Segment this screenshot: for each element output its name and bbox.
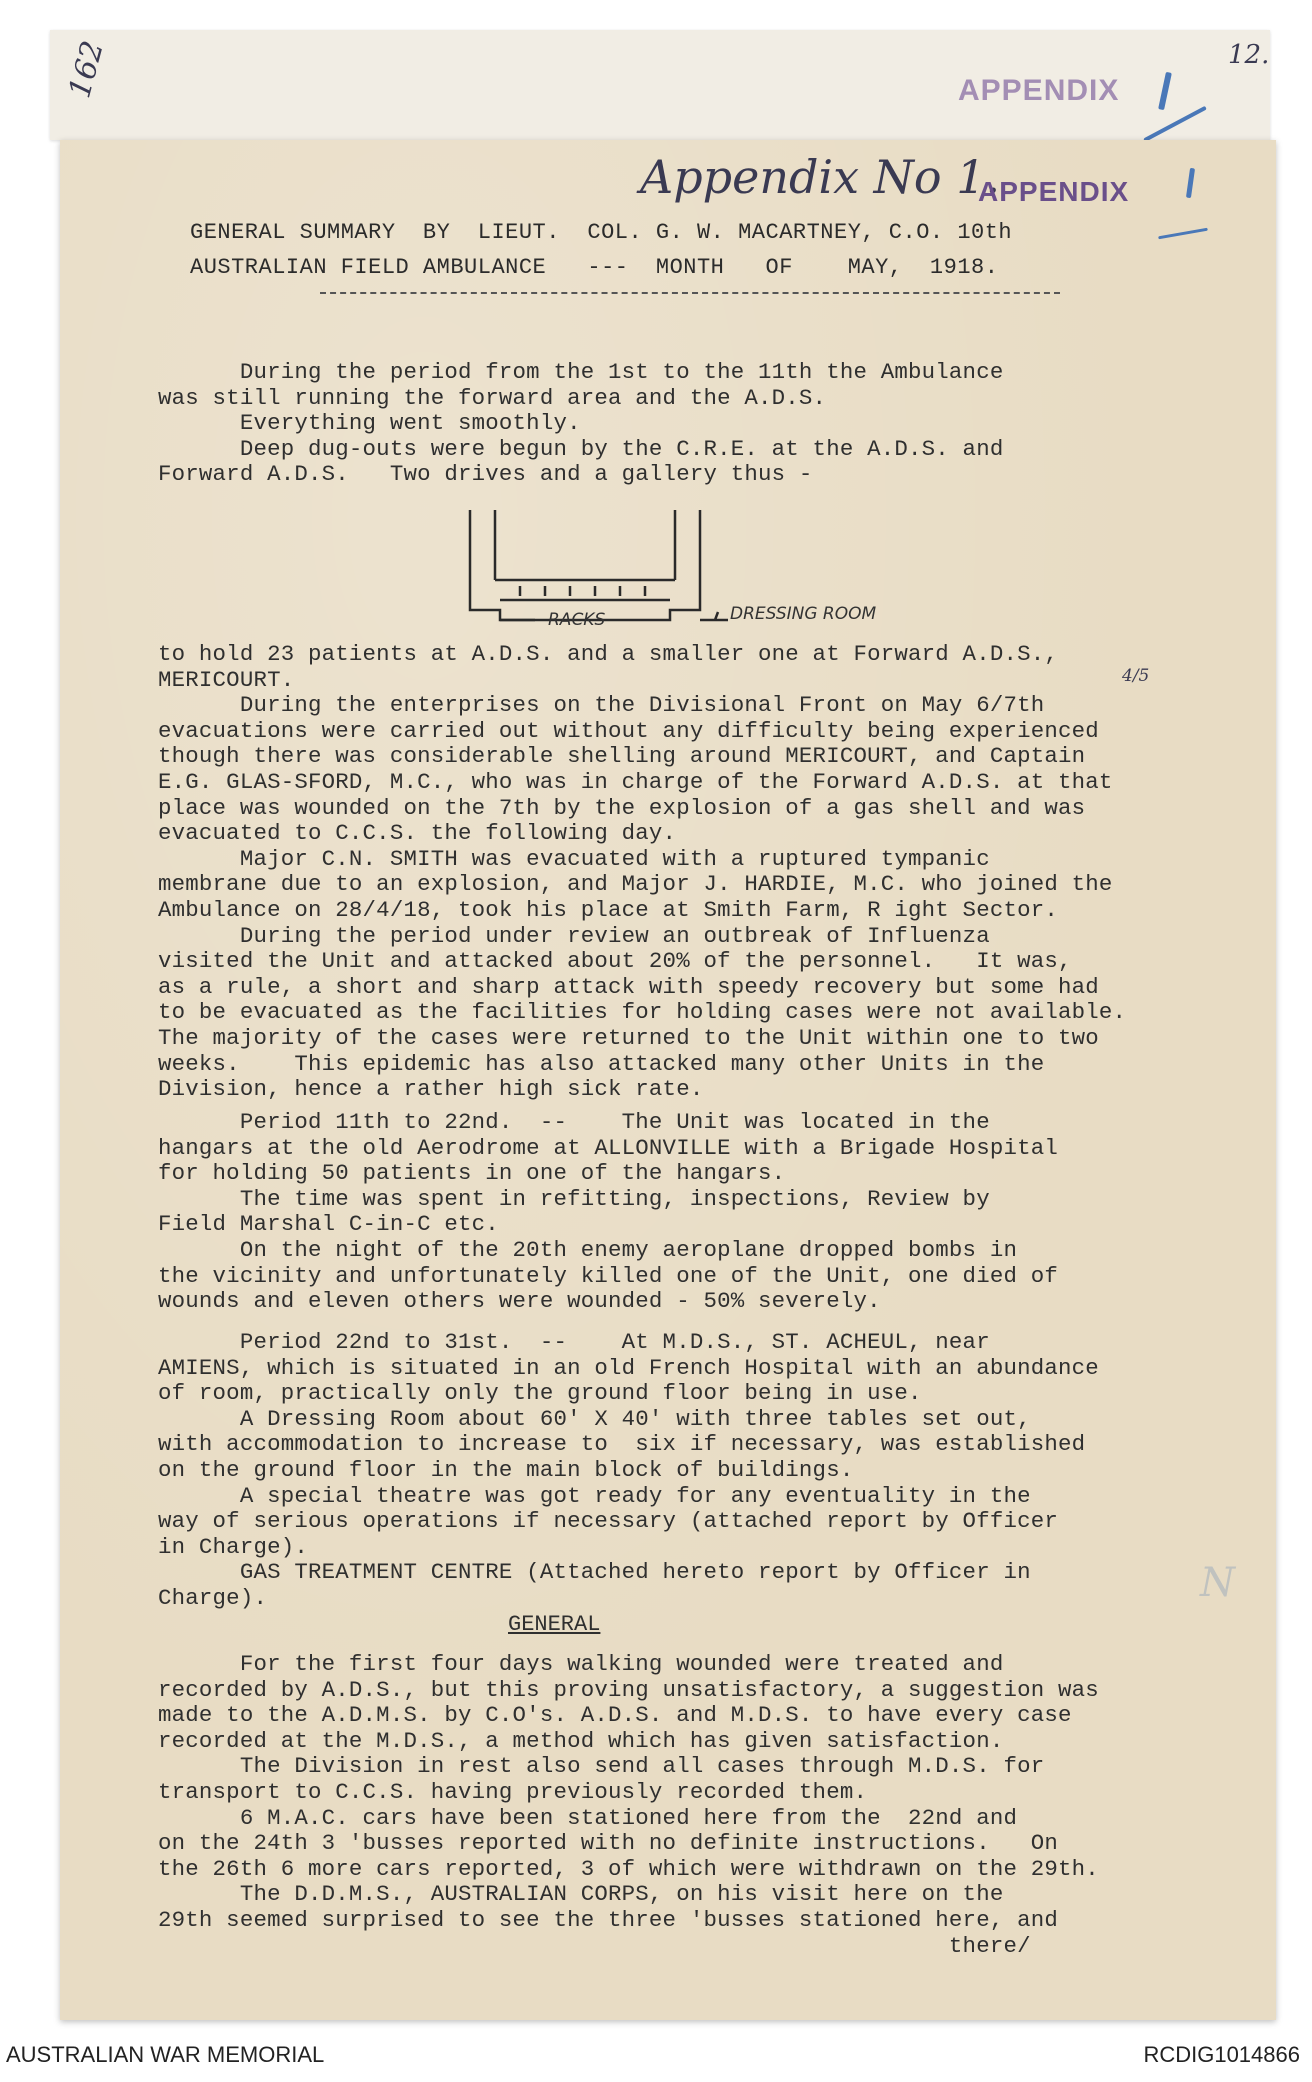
section-heading-general: GENERAL xyxy=(508,1612,601,1637)
header-line-1: GENERAL SUMMARY BY LIEUT. COL. G. W. MACARTNEY, C.O. 10th xyxy=(190,220,1013,245)
page-number: 12. xyxy=(1228,40,1270,70)
header-divider xyxy=(320,292,1060,294)
paragraph-opening: During the period from the 1st to the 11th the Ambulance was still running the forward area and the A.D.S. Everything went smoothly. Deep dug-outs were begun by the C.R.E. at the A.D.S. and Forward A.D.S. Two drives and a gallery thus - xyxy=(158,359,1004,488)
paragraph-st-acheul: Period 22nd to 31st. -- At M.D.S., ST. ACHEUL, near AMIENS, which is situated in an old French Hospital with an abundance of room, practically only the ground floor being in use. A Dressing Room about 60' X 40' with three tables set out, with accommodation to increase to six if necessary, was established on the ground floor in the main block of buildings. A special theatre was got ready for any eventuality in the way of serious operations if necessary (attached report by Officer in Charge). GAS TREATMENT CENTRE (Attached hereto report by Officer in Charge). xyxy=(158,1329,1099,1611)
sketch-label-dressing-room: DRESSING ROOM xyxy=(730,604,877,624)
header-line-2: AUSTRALIAN FIELD AMBULANCE --- MONTH OF MAY, 1918. xyxy=(190,255,999,280)
paragraph-allonville: Period 11th to 22nd. -- The Unit was located in the hangars at the old Aerodrome at ALLONVILLE with a Brigade Hospital for holding 50 patients in one of the hangars. The time was spent in refitting, inspections, Review by Field Marshal C-in-C etc. On the night of the 20th enemy aeroplane dropped bombs in the vicinity and unfortunately killed one of the Unit, one died of wounds and eleven others were wounded - 50% severely. xyxy=(158,1109,1059,1315)
faint-pencil-mark: N xyxy=(1200,1560,1235,1606)
footer-source: AUSTRALIAN WAR MEMORIAL xyxy=(6,2042,325,2067)
paragraph-forward-area: to hold 23 patients at A.D.S. and a smaller one at Forward A.D.S., MERICOURT. During the enterprises on the Divisional Front on May 6/7th evacuations were carried out without any difficulty being experienced though there was considerable shelling around MERICOURT, and Captain E.G. GLAS-SFORD, M.C., who was in charge of the Forward A.D.S. at that place was wounded on the 7th by the explosion of a gas shell and was evacuated to C.C.S. the following day. Major C.N. SMITH was evacuated with a ruptured tympanic membrane due to an explosion, and Major J. HARDIE, M.C. who joined the Ambulance on 28/4/18, took his place at Smith Farm, R ight Sector. During the period under review an outbreak of Influenza visited the Unit and attacked about 20% of the personnel. It was, as a rule, a short and sharp attack with speedy recovery but some had to be evacuated as the facilities for holding cases were not available. The majority of the cases were returned to the Unit within one to two weeks. This epidemic has also attacked many other Units in the Division, hence a rather high sick rate. xyxy=(158,641,1127,1103)
handwritten-appendix-title: Appendix No 1. xyxy=(640,150,1001,204)
footer-catalogue-id: RCDIG1014866 xyxy=(1143,2042,1300,2067)
appendix-stamp-main: APPENDIX xyxy=(978,176,1130,207)
corner-archive-number: 162 xyxy=(62,37,111,102)
paragraph-general: For the first four days walking wounded were treated and recorded by A.D.S., but this proving unsatisfactory, a suggestion was made to the A.D.M.S. by C.O's. A.D.S. and M.D.S. to have every case recorded at the M.D.S., a method which has given satisfaction. The Division in rest also send all cases through M.D.S. for transport to C.C.S. having previously recorded them. 6 M.A.C. cars have been stationed here from the 22nd and on the 24th 3 'busses reported with no definite instructions. On the 26th 6 more cars reported, 3 of which were withdrawn on the 29th. The D.D.M.S., AUSTRALIAN CORPS, on his visit here on the 29th seemed surprised to see the three 'busses stationed here, and there/ xyxy=(158,1651,1099,1959)
appendix-stamp-top: APPENDIX xyxy=(958,74,1120,107)
margin-date-note: 4/5 xyxy=(1122,666,1150,686)
sketch-label-racks: RACKS xyxy=(548,610,606,630)
